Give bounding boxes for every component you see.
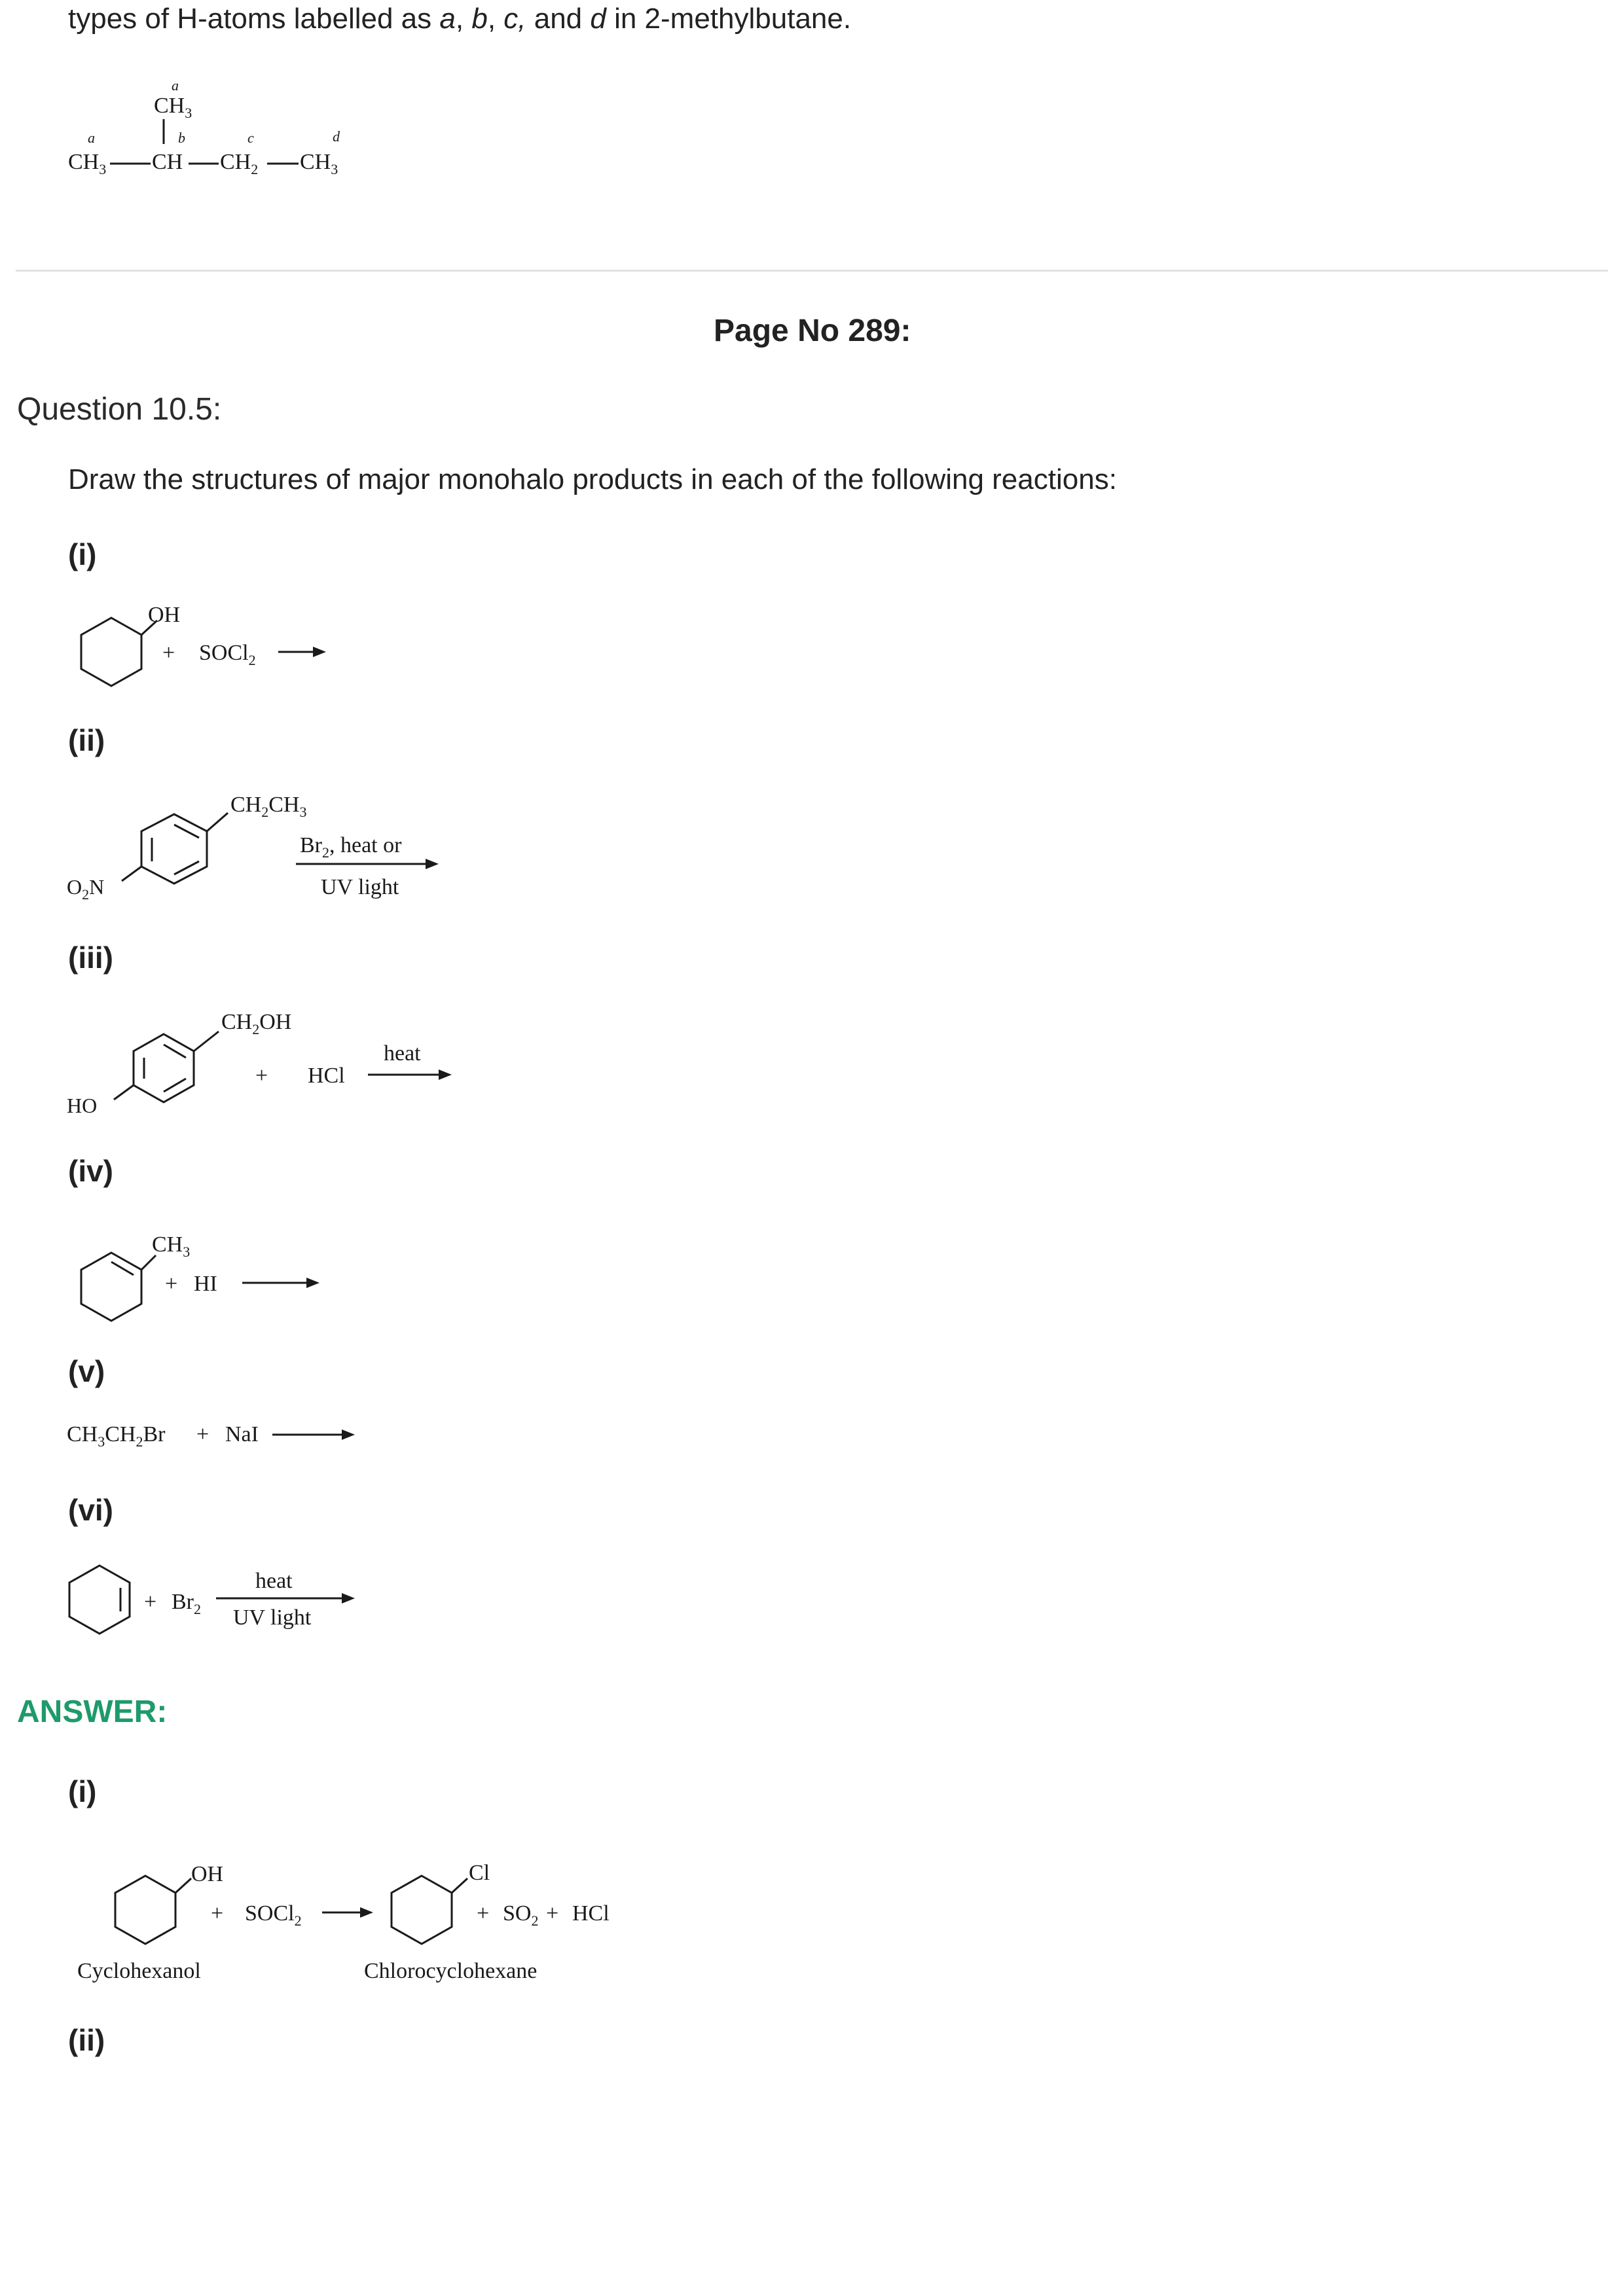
page-number: Page No 289: [714, 314, 911, 348]
bond-no2 [122, 867, 141, 881]
part-vi-label: (vi) [68, 1493, 113, 1527]
intro-prefix: types of H-atoms labelled as [68, 3, 440, 35]
o2n-label: $O_2N$ [67, 875, 105, 903]
ch3-left: $CH_3$ [68, 150, 107, 177]
double-bond-2 [164, 1045, 186, 1058]
chlorocyclohexane-ring [392, 1876, 452, 1944]
part-v-label: (v) [68, 1354, 105, 1388]
answer-reaction-i [65, 1833, 655, 1990]
intro-d: d [590, 3, 606, 35]
ch2: $CH_2$ [220, 150, 259, 177]
arrow-head [313, 647, 326, 657]
substituent-ethyl: $CH_2CH_3$ [230, 793, 307, 820]
reagent-socl2: SOCl$_2$ [245, 1901, 302, 1929]
ch: CH [152, 150, 183, 174]
condition-above: $Br_2$, heat or [300, 833, 402, 861]
reaction-vi [59, 1551, 399, 1649]
oh-label: OH [148, 603, 181, 627]
reaction-iii [59, 995, 478, 1139]
plus: + [144, 1590, 157, 1614]
ho-label: HO [67, 1094, 98, 1117]
label-a-top: a [172, 77, 179, 94]
arrow-head [306, 1278, 319, 1288]
substituent-ch2oh: $CH_2OH$ [221, 1010, 292, 1037]
double-bond-3 [164, 1079, 186, 1092]
condition-above: heat [384, 1041, 421, 1066]
arrow-head [426, 859, 439, 869]
oh-label: OH [191, 1862, 224, 1886]
reagent-socl2: SOCl$_2$ [199, 641, 256, 668]
ch3-right: $CH_3$ [300, 150, 338, 177]
arrow-head [360, 1907, 373, 1918]
reagent-br2: $Br_2$ [172, 1590, 201, 1617]
plus: + [255, 1064, 268, 1088]
reagent-nai: NaI [225, 1422, 259, 1446]
reaction-ii [59, 779, 478, 923]
reactant-ethyl-bromide: $CH_3CH_2Br$ [67, 1422, 166, 1450]
methylbutane-structure [59, 72, 386, 190]
reaction-v [59, 1407, 399, 1460]
bond-ho [114, 1085, 134, 1100]
cyclohexane-ring [81, 618, 141, 686]
plus: + [211, 1901, 224, 1926]
label-a: a [88, 130, 95, 146]
bond-ethyl [207, 813, 228, 831]
intro-sep1: , [455, 3, 472, 35]
plus-2: + [477, 1901, 490, 1926]
label-b: b [178, 130, 185, 146]
reagent-hcl: HCl [308, 1064, 345, 1088]
reagent-hi: HI [194, 1272, 217, 1296]
bond-oh [175, 1878, 191, 1893]
label-c: c [247, 130, 254, 146]
cyclohexanol-ring [115, 1876, 175, 1944]
cl-label: Cl [469, 1861, 490, 1885]
name-cyclohexanol: Cyclohexanol [77, 1959, 201, 1983]
condition-above: heat [255, 1569, 293, 1593]
part-i-label: (i) [68, 537, 97, 571]
so2-label: $SO_2$ [503, 1901, 539, 1929]
answer-part-i-label: (i) [68, 1774, 97, 1808]
arrow-head [342, 1429, 355, 1440]
answer-part-ii-label: (ii) [68, 2023, 105, 2057]
reaction-i [59, 589, 360, 700]
benzene-ring [134, 1034, 194, 1102]
substituent-ch3: $CH_3$ [152, 1232, 191, 1260]
arrow-head [342, 1593, 355, 1604]
intro-sep2: , [487, 3, 504, 35]
intro-and: and [526, 3, 591, 35]
plus: + [196, 1422, 210, 1446]
intro-a: a [439, 3, 456, 35]
question-title: Question 10.5: [17, 392, 222, 427]
ch3-top: $CH_3$ [154, 94, 192, 121]
part-iv-label: (iv) [68, 1154, 113, 1188]
intro-suffix: in 2-methylbutane. [606, 3, 852, 35]
intro-c: c, [503, 3, 526, 35]
reaction-iv [59, 1211, 360, 1329]
answer-title: ANSWER: [17, 1695, 168, 1729]
part-ii-label: (ii) [68, 723, 105, 757]
intro-b: b [471, 3, 488, 35]
bond-cl [452, 1878, 467, 1893]
plus-3: + [546, 1901, 559, 1926]
condition-below: UV light [321, 875, 399, 899]
plus: + [165, 1272, 178, 1296]
arrow-head [439, 1069, 452, 1080]
name-chlorocyclohexane: Chlorocyclohexane [364, 1959, 538, 1983]
hcl-label: HCl [572, 1901, 610, 1926]
divider [16, 270, 1608, 272]
intro-text [68, 3, 851, 35]
plus: + [162, 641, 175, 665]
question-text: Draw the structures of major monohalo products in each of the following reactions: [68, 463, 1117, 495]
bond-ch2oh [194, 1031, 219, 1051]
condition-below: UV light [233, 1605, 312, 1630]
part-iii-label: (iii) [68, 941, 113, 975]
bond-ch3 [141, 1255, 156, 1270]
double-bond-2 [174, 825, 199, 838]
label-d: d [333, 128, 340, 145]
